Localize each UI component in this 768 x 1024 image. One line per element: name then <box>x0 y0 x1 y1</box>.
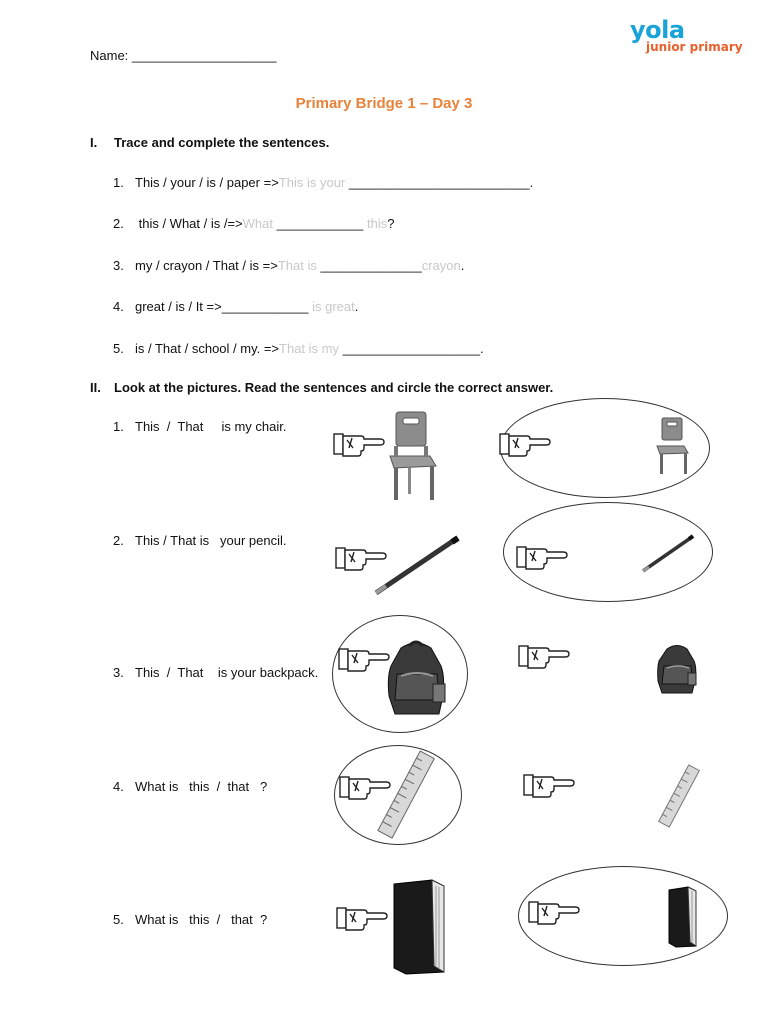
section-1-title: Trace and complete the sentences. <box>114 135 330 150</box>
answer-blank: ______________ <box>316 258 422 273</box>
pointing-hand-icon <box>516 543 568 571</box>
section-1-roman: I. <box>90 135 98 150</box>
pointing-hand-icon <box>518 642 570 670</box>
answer-blank: ____________ <box>273 216 367 231</box>
item-number: 5. <box>113 341 124 356</box>
answer-blank: _________________________ <box>345 175 530 190</box>
section-2-roman: II. <box>90 380 101 395</box>
pointing-hand-icon <box>499 430 551 458</box>
item-prompt: This / your / is / paper => <box>135 175 279 190</box>
item-number: 1. <box>113 419 124 434</box>
item-prompt: is / That / school / my. => <box>135 341 280 356</box>
book-icon <box>388 878 450 976</box>
trace-text: this <box>366 216 388 231</box>
item-sentence: This / That is your pencil. <box>135 533 287 548</box>
circle-item-5 <box>113 912 267 927</box>
item-sentence: This / That is your backpack. <box>135 665 319 680</box>
item-number: 4. <box>113 779 124 794</box>
trace-text: This is your <box>278 175 346 190</box>
ruler-icon <box>376 750 438 840</box>
logo-brand: yola <box>630 16 685 44</box>
book-icon <box>666 886 698 948</box>
item-prompt: this / What / is /=> <box>135 216 243 231</box>
item-sentence: This / That is my chair. <box>135 419 287 434</box>
ruler-icon <box>656 764 702 828</box>
logo-tagline: junior primary <box>646 40 743 54</box>
trace-item-1 <box>113 175 533 190</box>
trace-item-2 <box>113 216 394 231</box>
item-prompt: my / crayon / That / is => <box>135 258 278 273</box>
trace-text: That is my <box>279 341 339 356</box>
pointing-hand-icon <box>523 771 575 799</box>
item-number: 2. <box>113 216 124 231</box>
item-number: 2. <box>113 533 124 548</box>
item-number: 4. <box>113 299 124 314</box>
item-prompt: great / is / It => <box>135 299 222 314</box>
answer-blank: ___________________ <box>339 341 480 356</box>
trace-item-5 <box>113 341 484 356</box>
trace-text: What <box>242 216 273 231</box>
trace-text: crayon <box>421 258 461 273</box>
answer-blank: ____________ <box>221 299 309 314</box>
item-end: . <box>479 341 484 356</box>
backpack-icon <box>655 644 699 696</box>
trace-text: That is <box>277 258 317 273</box>
item-end: ? <box>387 216 395 231</box>
item-number: 5. <box>113 912 124 927</box>
circle-item-4 <box>113 779 267 794</box>
section-2-heading <box>90 380 553 395</box>
item-end: . <box>354 299 359 314</box>
pencil-icon <box>372 535 462 597</box>
chair-icon <box>655 417 689 475</box>
item-end: . <box>460 258 465 273</box>
circle-item-3 <box>113 665 318 680</box>
pointing-hand-icon <box>528 898 580 926</box>
item-sentence: What is this / that ? <box>135 779 268 794</box>
chair-icon <box>386 410 438 502</box>
item-end: . <box>529 175 534 190</box>
circle-item-2 <box>113 533 287 548</box>
item-number: 1. <box>113 175 124 190</box>
item-sentence: What is this / that ? <box>135 912 268 927</box>
pointing-hand-icon <box>336 904 388 932</box>
pencil-icon <box>640 534 696 574</box>
pointing-hand-icon <box>333 430 385 458</box>
item-number: 3. <box>113 665 124 680</box>
section-1-heading <box>90 135 329 150</box>
name-field-line: Name: ____________________ <box>90 48 277 63</box>
trace-item-3 <box>113 258 464 273</box>
section-2-title: Look at the pictures. Read the sentences and circle the correct answer. <box>114 380 554 395</box>
trace-item-4 <box>113 299 358 314</box>
page-title: Primary Bridge 1 – Day 3 <box>295 95 473 112</box>
circle-item-1 <box>113 419 286 434</box>
item-number: 3. <box>113 258 124 273</box>
backpack-icon <box>383 640 449 718</box>
trace-text: is great <box>308 299 355 314</box>
